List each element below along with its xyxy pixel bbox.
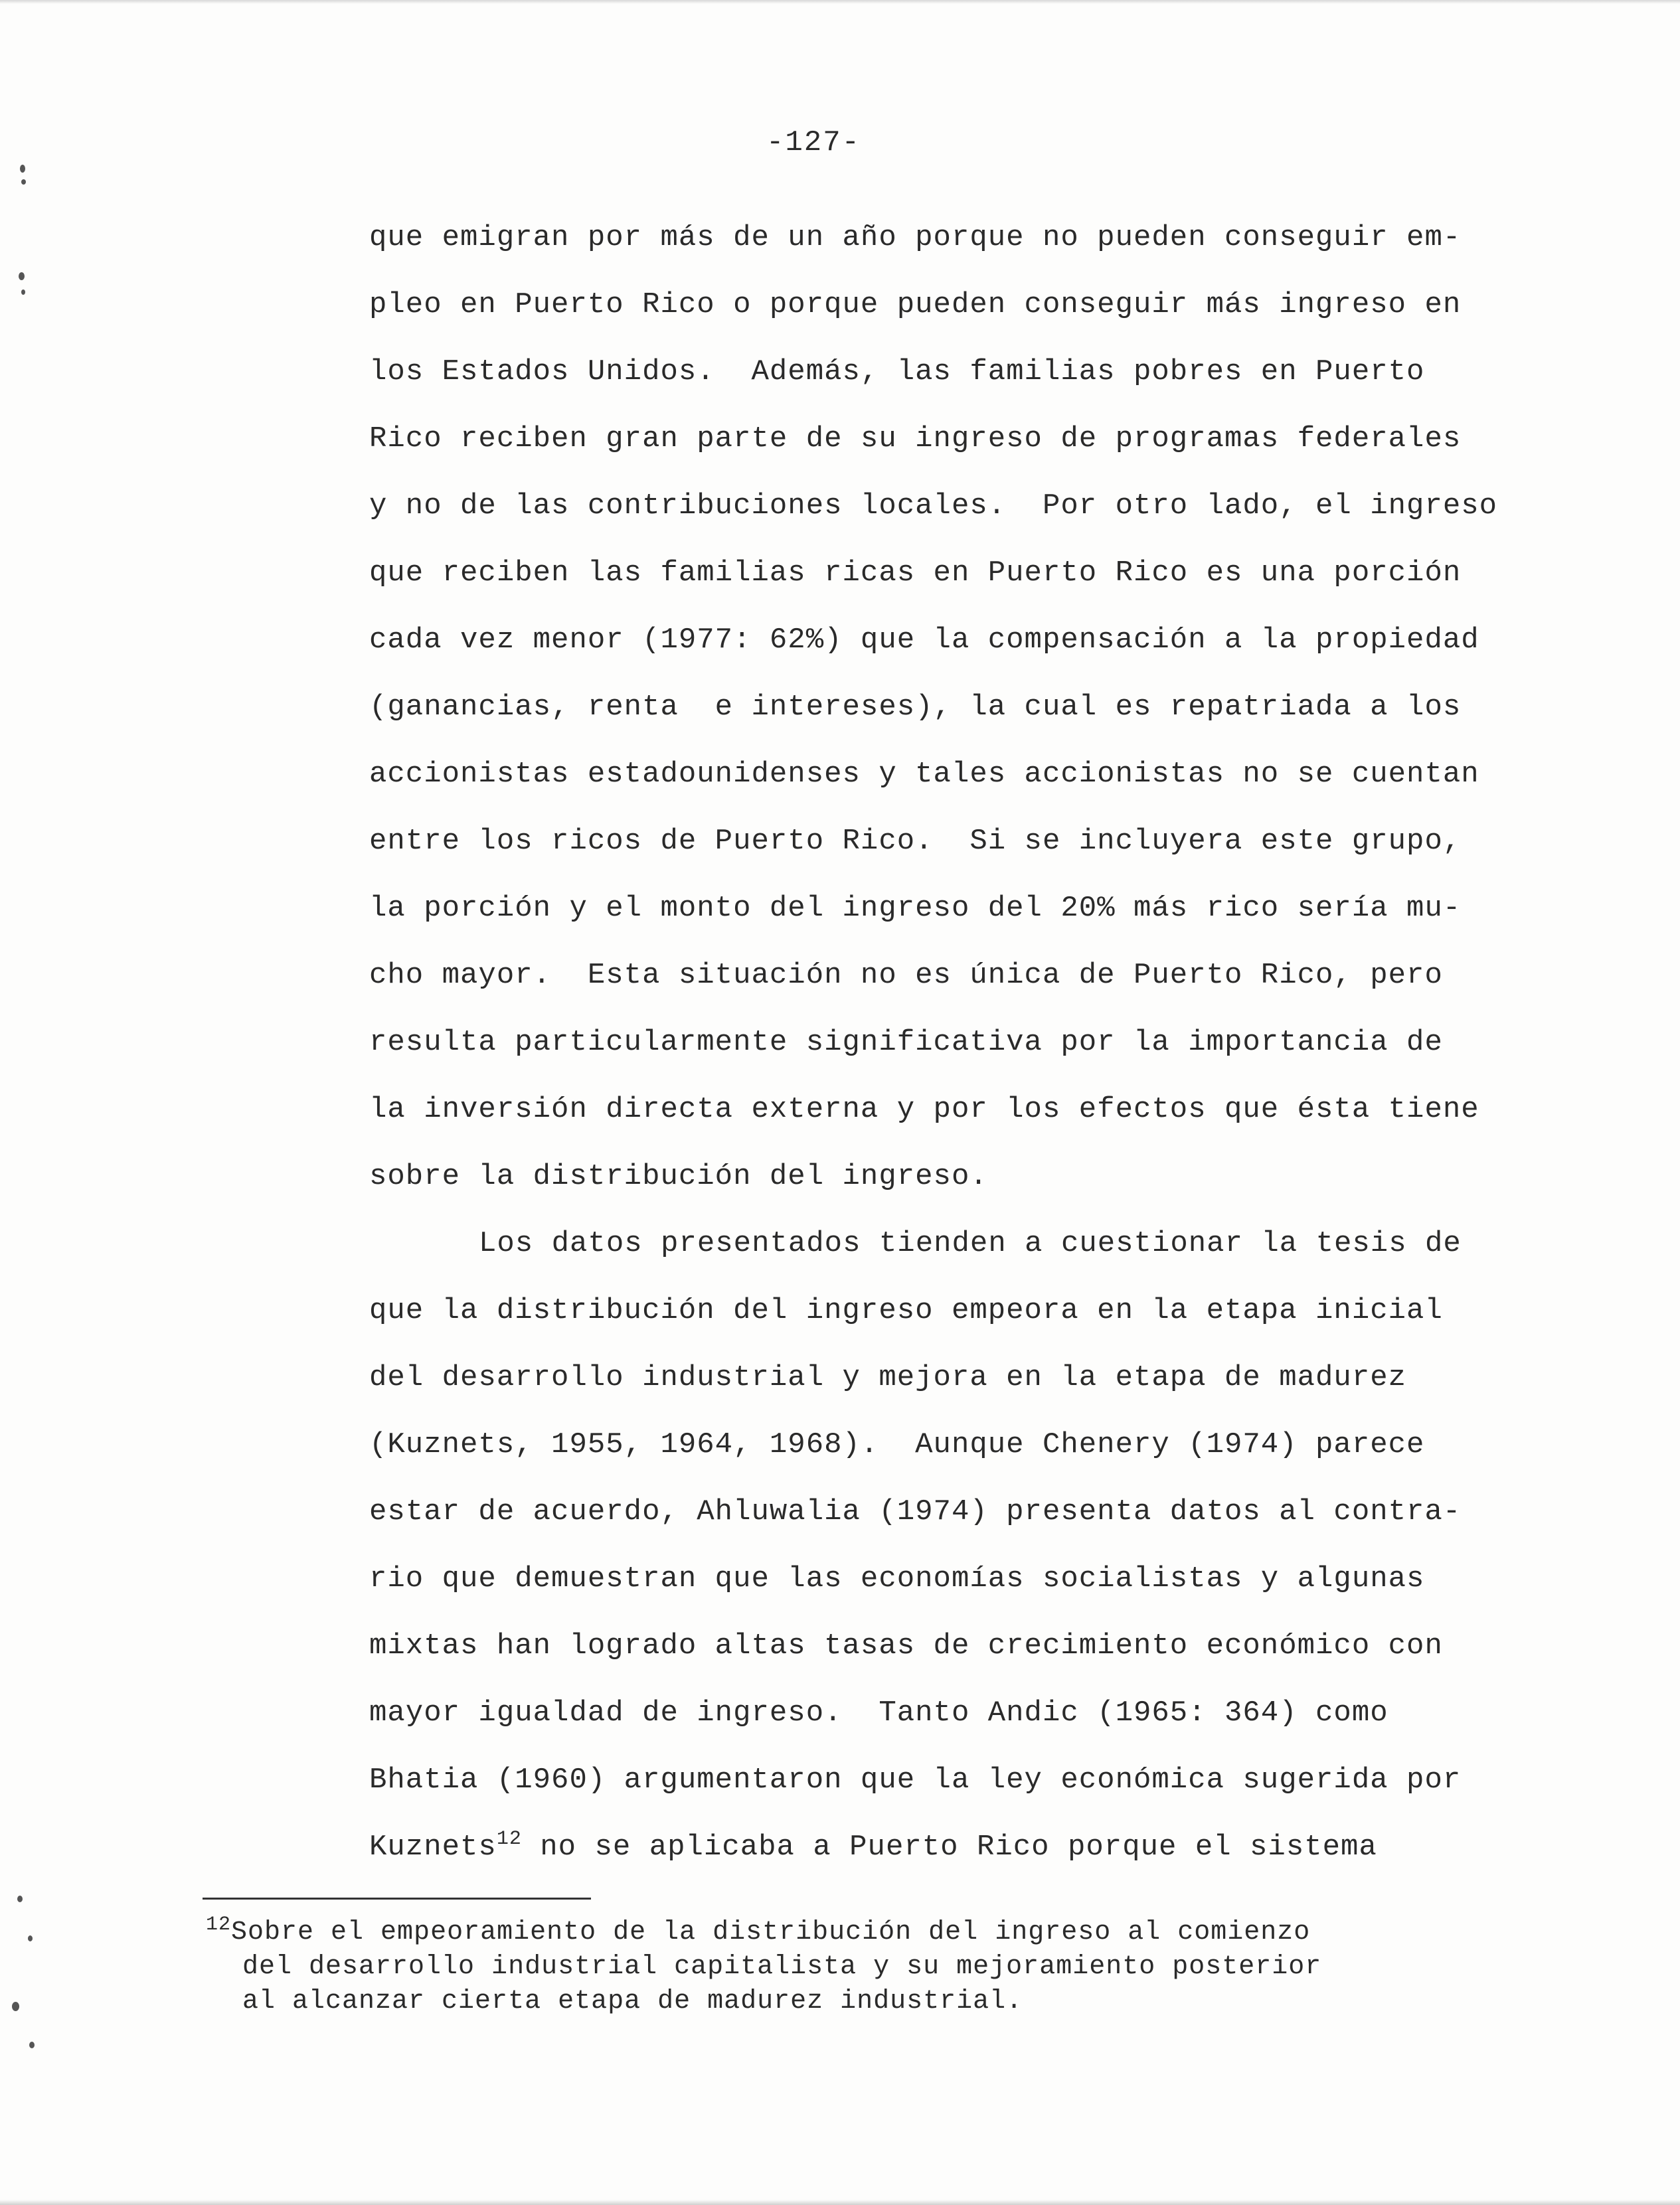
page-number: -127-	[766, 126, 861, 159]
body-line: (Kuznets, 1955, 1964, 1968). Aunque Chenery (1974) parece	[369, 1428, 1425, 1461]
body-line: accionistas estadounidenses y tales accionistas no se cuentan	[369, 758, 1479, 791]
footnote-text: Sobre el empeoramiento de la distribución del ingreso al comienzo	[231, 1918, 1311, 1947]
scan-speck	[29, 2042, 35, 2048]
body-line: y no de las contribuciones locales. Por otro lado, el ingreso	[369, 489, 1498, 523]
scan-speck	[19, 272, 25, 280]
body-line-text: no se aplicaba a Puerto Rico porque el sistema	[521, 1831, 1377, 1864]
body-line: Rico reciben gran parte de su ingreso de programas federales	[369, 422, 1462, 455]
body-line: rio que demuestran que las economías socialistas y algunas	[369, 1562, 1425, 1595]
body-line-text: Kuznets	[369, 1831, 497, 1864]
scan-speck	[28, 1935, 33, 1941]
body-line: mayor igualdad de ingreso. Tanto Andic (1965: 364) como	[369, 1696, 1388, 1730]
footnote-reference: 12	[496, 1828, 522, 1850]
body-line: Bhatia (1960) argumentaron que la ley económica sugerida por	[369, 1763, 1462, 1797]
body-line: Los datos presentados tienden a cuestionar la tesis de	[479, 1227, 1462, 1260]
body-line: resulta particularmente significativa por la importancia de	[369, 1026, 1443, 1059]
footnote-line-1	[206, 1916, 1468, 1950]
body-line: la inversión directa externa y por los efectos que ésta tiene	[369, 1093, 1479, 1126]
footnote-number: 12	[206, 1914, 232, 1936]
body-text	[369, 219, 1511, 1882]
body-line: pleo en Puerto Rico o porque pueden conseguir más ingreso en	[369, 288, 1462, 321]
body-line-last	[369, 1829, 1511, 1882]
body-line: que emigran por más de un año porque no pueden conseguir em-	[369, 221, 1462, 254]
body-line: estar de acuerdo, Ahluwalia (1974) presenta datos al contra-	[369, 1495, 1462, 1528]
scan-speck	[17, 1896, 23, 1902]
scan-speck	[21, 289, 25, 295]
scan-speck	[12, 2002, 19, 2011]
body-line: sobre la distribución del ingreso.	[369, 1160, 988, 1193]
body-line: (ganancias, renta e intereses), la cual es repatriada a los	[369, 691, 1462, 724]
footnote-line-2: del desarrollo industrial capitalista y su mejoramiento posterior	[242, 1952, 1322, 1982]
footnote-separator	[203, 1898, 591, 1900]
body-line: del desarrollo industrial y mejora en la etapa de madurez	[369, 1361, 1407, 1394]
scan-speck	[21, 179, 26, 185]
page-bottom-edge	[0, 2200, 1680, 2205]
body-line: que reciben las familias ricas en Puerto Rico es una porción	[369, 556, 1462, 590]
body-line: entre los ricos de Puerto Rico. Si se incluyera este grupo,	[369, 825, 1462, 858]
page-top-edge	[0, 0, 1680, 4]
body-line: los Estados Unidos. Además, las familias pobres en Puerto	[369, 355, 1425, 388]
body-line: que la distribución del ingreso empeora en la etapa inicial	[369, 1294, 1443, 1327]
body-line: la porción y el monto del ingreso del 20% más rico sería mu-	[369, 892, 1462, 925]
body-line: cho mayor. Esta situación no es única de Puerto Rico, pero	[369, 959, 1443, 992]
scan-speck	[20, 165, 25, 173]
footnote	[206, 1916, 1468, 2019]
footnote-line-3: al alcanzar cierta etapa de madurez industrial.	[242, 1987, 1023, 2016]
body-line: mixtas han logrado altas tasas de crecimiento económico con	[369, 1629, 1443, 1663]
body-line: cada vez menor (1977: 62%) que la compensación a la propiedad	[369, 623, 1479, 657]
